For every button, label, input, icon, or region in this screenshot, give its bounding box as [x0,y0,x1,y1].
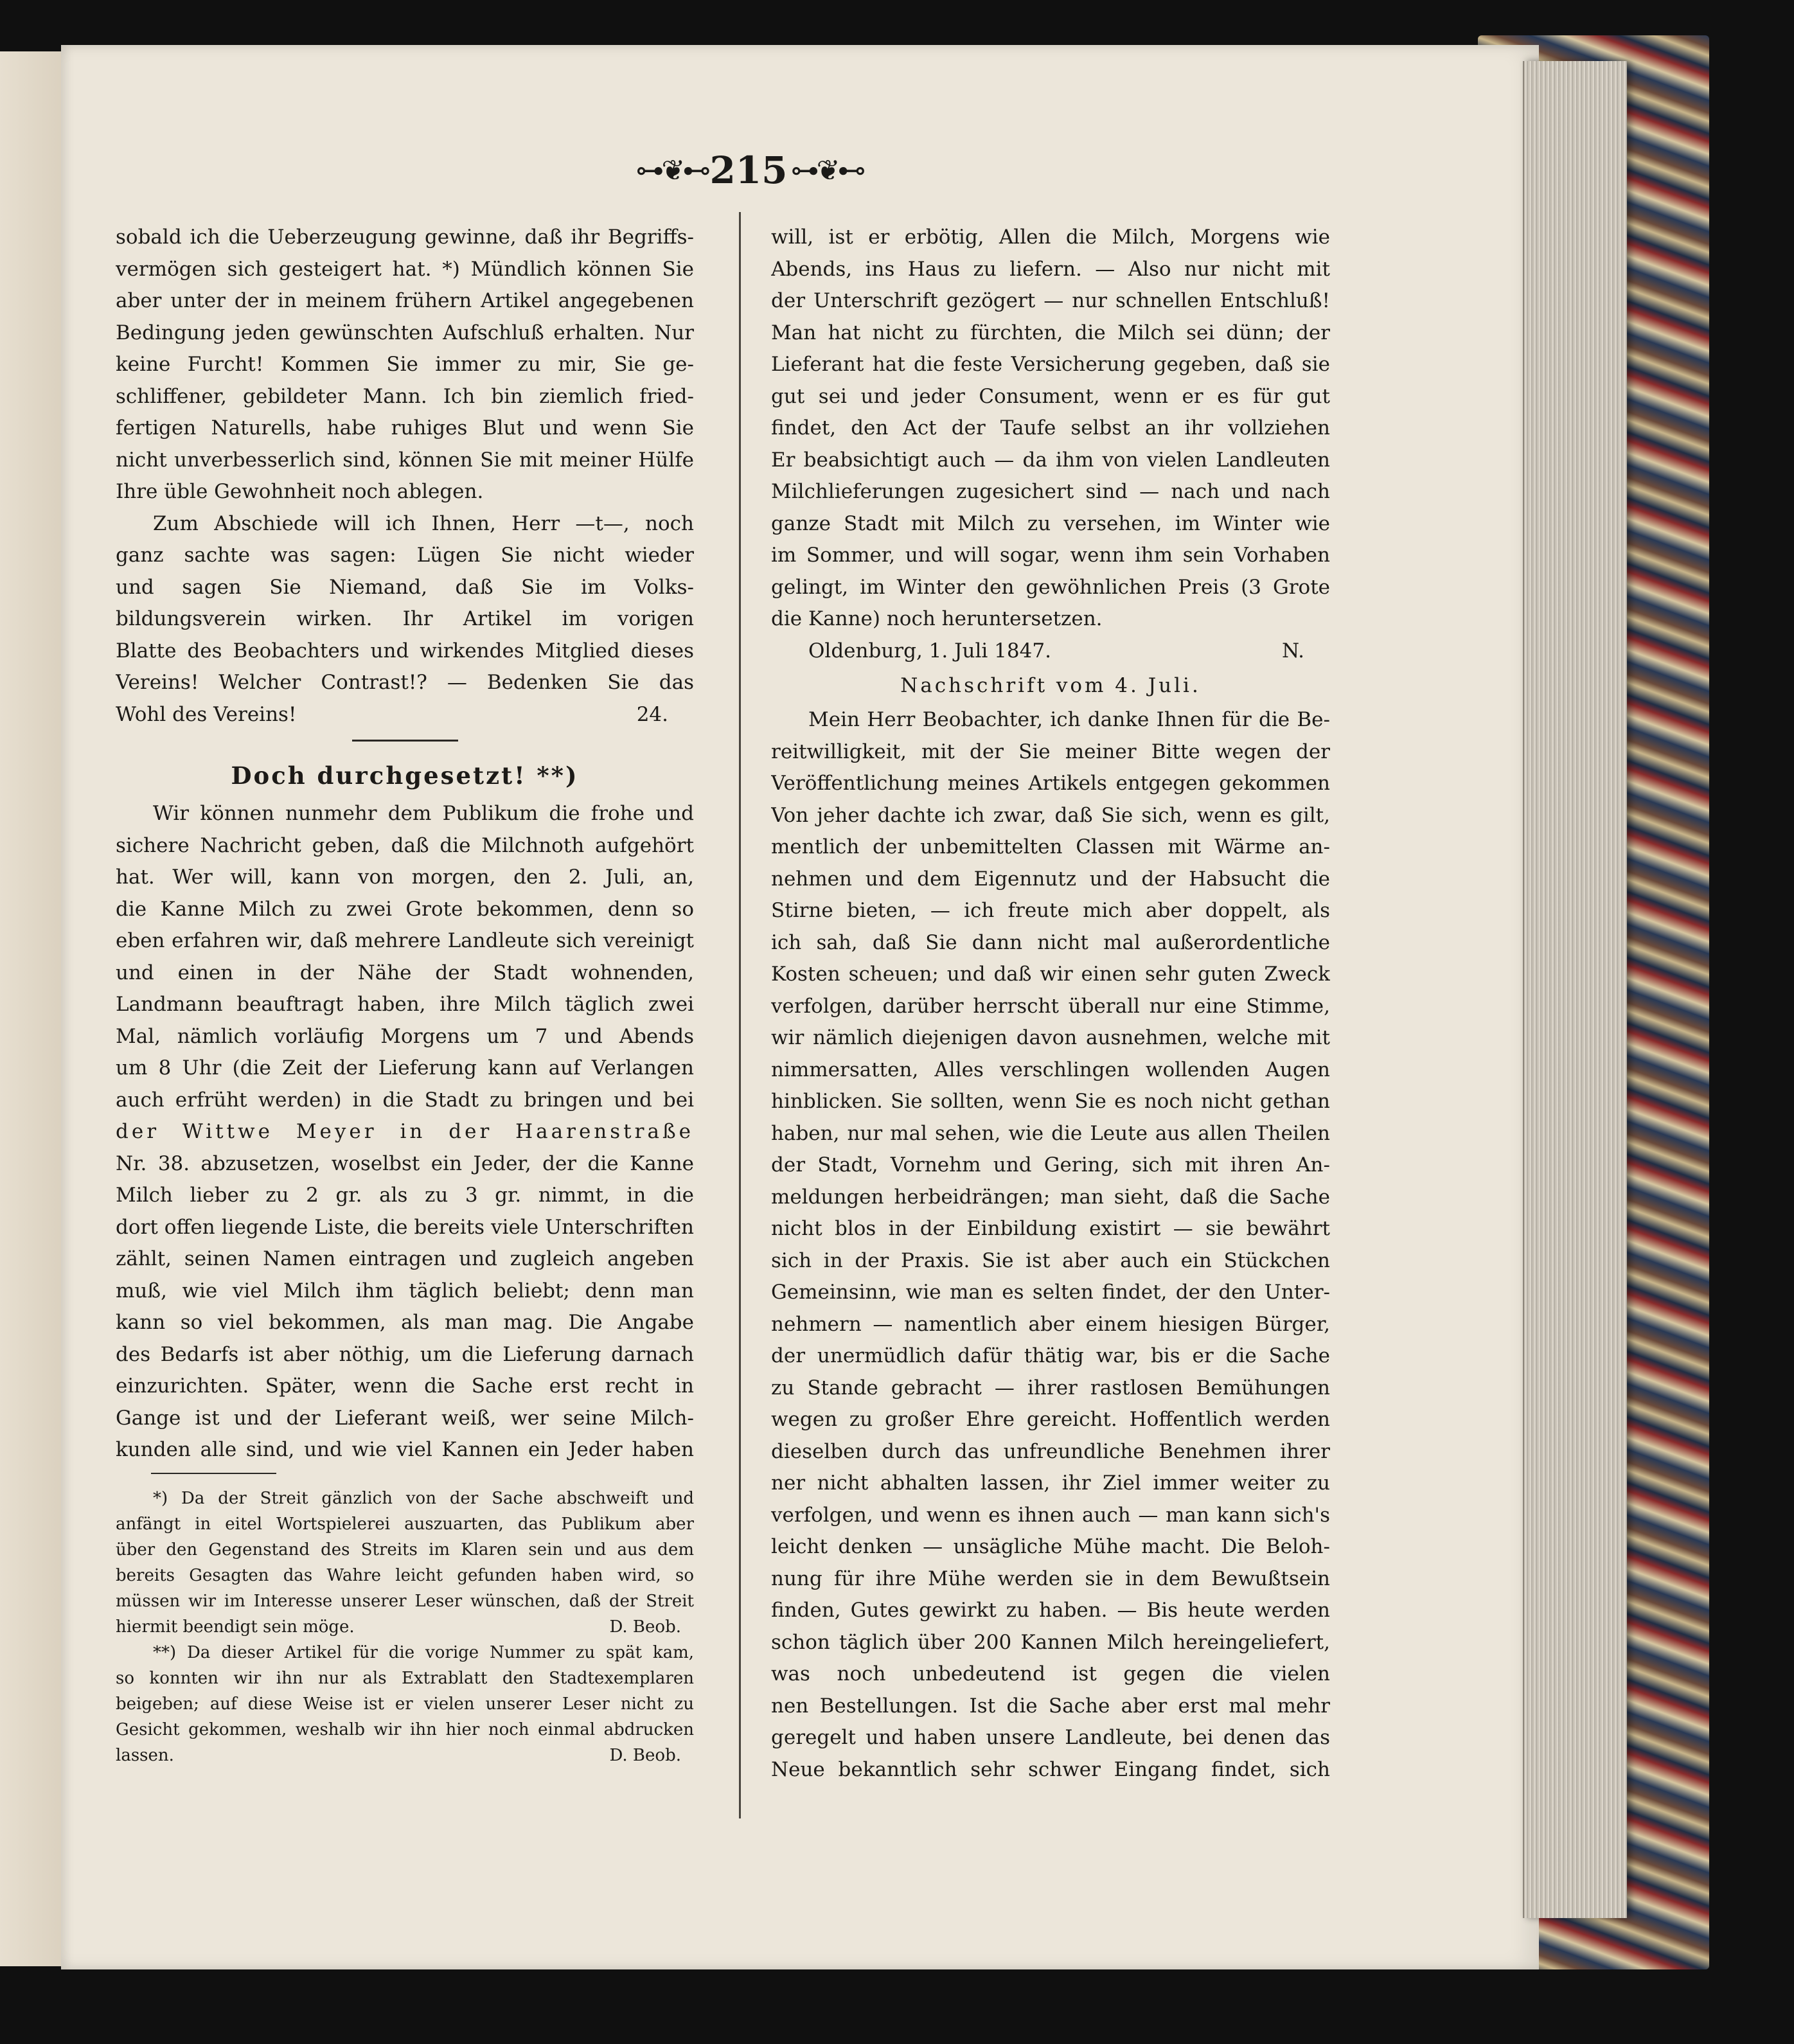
postscript-body [771,704,1330,1786]
text-line: Er beabsichtigt auch — da ihm von vielen Landleuten [771,448,1330,472]
text-line-signed [116,1743,694,1768]
text-line: nung für ihre Mühe werden sie in dem Bewußtsein [771,1567,1330,1590]
footnote-1 [116,1486,694,1640]
text-line: Landmann beauftragt haben, ihre Milch täglich zwei [116,993,694,1016]
text-line: gelingt, im Winter den gewöhnlichen Preis (3 Grote [771,575,1330,599]
page-stack-edges [1523,61,1627,1918]
dateline [771,635,1330,668]
text-line: um 8 Uhr (die Zeit der Lieferung kann auf Verlangen [116,1056,694,1080]
text-line: Lieferant hat die feste Versicherung gegeben, daß sie [771,353,1330,376]
signature: D. Beob. [609,1745,681,1765]
text-line: des Bedarfs ist aber nöthig, um die Lieferung darnach [116,1342,694,1366]
text-line: findet, den Act der Taufe selbst an ihr vollziehen [771,416,1330,440]
text-line: keine Furcht! Kommen Sie immer zu mir, Sie ge- [116,353,694,376]
text-line: Wohl des Vereins! [116,702,297,726]
text-line: kunden alle sind, und wie viel Kannen ein Jeder haben [116,1438,694,1461]
text-line: aber unter der in meinem frühern Artikel angegebenen [116,289,694,312]
text-line: verfolgen, und wenn es ihnen auch — man kann sich's [771,1503,1330,1527]
column-divider [739,212,741,1818]
text-line: und einen in der Nähe der Stadt wohnenden, [116,961,694,984]
text-line: lassen. [116,1745,174,1765]
text-line: Vereins! Welcher Contrast!? — Bedenken Sie das [116,671,694,694]
text-line: die Kanne) noch heruntersetzen. [771,607,1103,630]
text-line: ich sah, daß Sie dann nicht mal außerordentliche [771,930,1330,954]
text-line: mentlich der unbemittelten Classen mit Wärme an- [771,835,1330,858]
signature: 24. [636,702,668,726]
text-line: eben erfahren wir, daß mehrere Landleute sich vereinigt [116,929,694,952]
text-line: wir nämlich diejenigen davon ausnehmen, welche mit [771,1026,1330,1049]
footnote-2 [116,1640,694,1768]
text-line: über den Gegenstand des Streits im Klaren sein und aus dem [116,1540,694,1560]
text-line: der unermüdlich dafür thätig war, bis er die Sache [771,1344,1330,1367]
text-line: schon täglich über 200 Kannen Milch hereingeliefert, [771,1630,1330,1654]
text-line: kann so viel bekommen, als man mag. Die Angabe [116,1311,694,1334]
text-line: Zum Abschiede will ich Ihnen, Herr —t—, noch [153,511,694,535]
text-line: im Sommer, und will sogar, wenn ihm sein Vorhaben [771,544,1330,567]
text-line: so konnten wir ihn nur als Extrablatt den Stadtexemplaren [116,1668,694,1688]
text-line: schliffener, gebildeter Mann. Ich bin ziemlich fried- [116,384,694,408]
text-line: haben, nur mal sehen, wie die Leute aus allen Theilen [771,1121,1330,1145]
text-line: der Unterschrift gezögert — nur schnellen Entschluß! [771,289,1330,312]
text-line: Man hat nicht zu fürchten, die Milch sei dünn; der [771,321,1330,344]
text-line: muß, wie viel Milch ihm täglich beliebt; denn man [116,1279,694,1302]
text-line: ganz sachte was sagen: Lügen Sie nicht wieder [116,544,694,567]
text-line: die Kanne Milch zu zwei Grote bekommen, denn so [116,897,694,921]
text-line: Gange ist und der Lieferant weiß, wer seine Milch- [116,1406,694,1430]
text-line: müssen wir im Interesse unserer Leser wünschen, daß der Streit [116,1591,694,1611]
text-line: zu Stande gebracht — ihrer rastlosen Bemühungen [771,1376,1330,1400]
text-line: Ihre üble Gewohnheit noch ablegen. [116,480,484,503]
text-line: meldungen herbeidrängen; man sieht, daß die Sache [771,1185,1330,1209]
text-line: dort offen liegende Liste, die bereits viele Unterschriften [116,1215,694,1239]
text-line: leicht denken — unsägliche Mühe macht. Die Beloh- [771,1535,1330,1558]
text-line: wegen zu großer Ehre gereicht. Hoffentlich werden [771,1408,1330,1431]
text-line: nen Bestellungen. Ist die Sache aber erst mal mehr [771,1694,1330,1718]
text-line: bereits Gesagten das Wahre leicht gefunden haben wird, so [116,1565,694,1585]
text-line: Veröffentlichung meines Artikels entgegen gekommen [771,772,1330,795]
text-line: der Wittwe Meyer in der Haarenstraße [116,1120,694,1143]
article-heading: Doch durchgesetzt! **) [231,761,579,790]
place-date: Oldenburg, 1. Juli 1847. [808,639,1051,662]
text-line-signed [116,699,694,731]
text-line: Von jeher dachte ich zwar, daß Sie sich, wenn es gilt, [771,803,1330,827]
text-line: Kosten scheuen; und daß wir einen sehr guten Zweck [771,963,1330,986]
text-line: sich in der Praxis. Sie ist aber auch ein Stückchen [771,1249,1330,1272]
text-line: zählt, seinen Namen eintragen und zugleich angeben [116,1247,694,1270]
section-rule [352,740,458,742]
text-line: Bedingung jeden gewünschten Aufschluß erhalten. Nur [116,321,694,344]
page-header [598,145,900,196]
text-line: Mein Herr Beobachter, ich danke Ihnen für die Be- [808,708,1330,731]
text-line: bildungsverein wirken. Ihr Artikel im vorigen [116,607,694,630]
text-line: nicht unverbesserlich sind, können Sie mit meiner Hülfe [116,448,694,472]
text-line: Stirne bieten, — ich freute mich aber doppelt, als [771,899,1330,922]
text-line: Neue bekanntlich sehr schwer Eingang findet, sich [771,1757,1330,1781]
text-line: anfängt in eitel Wortspielerei auszuarten, das Publikum aber [116,1514,694,1534]
text-line: nimmersatten, Alles verschlingen wollenden Augen [771,1058,1330,1081]
postscript-heading: Nachschrift vom 4. Juli. [900,674,1201,697]
text-line: *) Da der Streit gänzlich von der Sache abschweift und [153,1488,694,1508]
text-line: vermögen sich gesteigert hat. *) Mündlich können Sie [116,257,694,281]
text-line: der Stadt, Vornehm und Gering, sich mit ihren An- [771,1153,1330,1177]
text-line: Blatte des Beobachters und wirkendes Mitglied dieses [116,639,694,662]
text-line: nehmen und dem Eigennutz und der Habsucht die [771,867,1330,891]
text-line: sobald ich die Ueberzeugung gewinne, daß ihr Begriffs- [116,226,694,249]
signature: N. [1282,639,1304,662]
text-line: ganze Stadt mit Milch zu versehen, im Winter wie [771,511,1330,535]
text-line: Wir können nunmehr dem Publikum die frohe und [153,802,694,825]
text-line: einzurichten. Später, wenn die Sache erst recht in [116,1374,694,1398]
text-line: ner nicht abhalten lassen, ihr Ziel immer weiter zu [771,1471,1330,1495]
text-line: auch erfrüht werden) in die Stadt zu bringen und bei [116,1088,694,1112]
signature: D. Beob. [609,1617,681,1637]
text-line: nicht blos in der Einbildung existirt — sie bewährt [771,1217,1330,1240]
paragraph-farewell [116,508,694,731]
text-line: fertigen Naturells, habe ruhiges Blut und wenn Sie [116,416,694,440]
text-line: geregelt und haben unsere Landleute, bei denen das [771,1726,1330,1749]
text-line: dieselben durch das unfreundliche Benehmen ihrer [771,1439,1330,1463]
left-column [116,222,694,1768]
text-line: gut sei und jeder Consument, wenn er es für gut [771,384,1330,408]
text-line: Gemeinsinn, wie man es selten findet, der den Unter- [771,1281,1330,1304]
article-body [116,798,694,1466]
text-line: Milch lieber zu 2 gr. als zu 3 gr. nimmt, in die [116,1184,694,1207]
text-line: will, ist er erbötig, Allen die Milch, Morgens wie [771,226,1330,249]
text-line: **) Da dieser Artikel für die vorige Nummer zu spät kam, [153,1642,694,1662]
footnote-rule [151,1473,276,1474]
ornament-right-icon: ⊶❦⊷ [790,154,864,187]
text-line: hinblicken. Sie sollten, wenn Sie es noch nicht gethan [771,1090,1330,1113]
text-line: und sagen Sie Niemand, daß Sie im Volks- [116,575,694,599]
right-column [771,222,1330,1786]
ornament-left-icon: ⊶❦⊷ [635,154,709,187]
text-line: hiermit beendigt sein möge. [116,1617,355,1637]
text-line: reitwilligkeit, mit der Sie meiner Bitte wegen der [771,740,1330,763]
text-line: Milchlieferungen zugesichert sind — nach und nach [771,480,1330,503]
text-line: beigeben; auf diese Weise ist er vielen unserer Leser nicht zu [116,1694,694,1714]
text-line: sichere Nachricht geben, daß die Milchnoth aufgehört [116,833,694,857]
text-line: Gesicht gekommen, weshalb wir ihn hier noch einmal abdrucken [116,1720,694,1739]
text-line: nehmern — namentlich aber einem hiesigen Bürger, [771,1312,1330,1336]
text-line: was noch unbedeutend ist gegen die vielen [771,1662,1330,1685]
text-line: Nr. 38. abzusetzen, woselbst ein Jeder, der die Kanne [116,1151,694,1175]
page-number: 215 [709,148,788,192]
text-line: verfolgen, darüber herrscht überall nur eine Stimme, [771,994,1330,1018]
text-line: Abends, ins Haus zu liefern. — Also nur nicht mit [771,257,1330,281]
paragraph-continuation [116,222,694,508]
article-body-continued [771,222,1330,667]
text-line: Mal, nämlich vorläufig Morgens um 7 und Abends [116,1024,694,1048]
text-line: hat. Wer will, kann von morgen, den 2. Juli, an, [116,866,694,889]
text-line: finden, Gutes gewirkt zu haben. — Bis heute werden [771,1599,1330,1622]
text-line-signed [116,1614,694,1640]
